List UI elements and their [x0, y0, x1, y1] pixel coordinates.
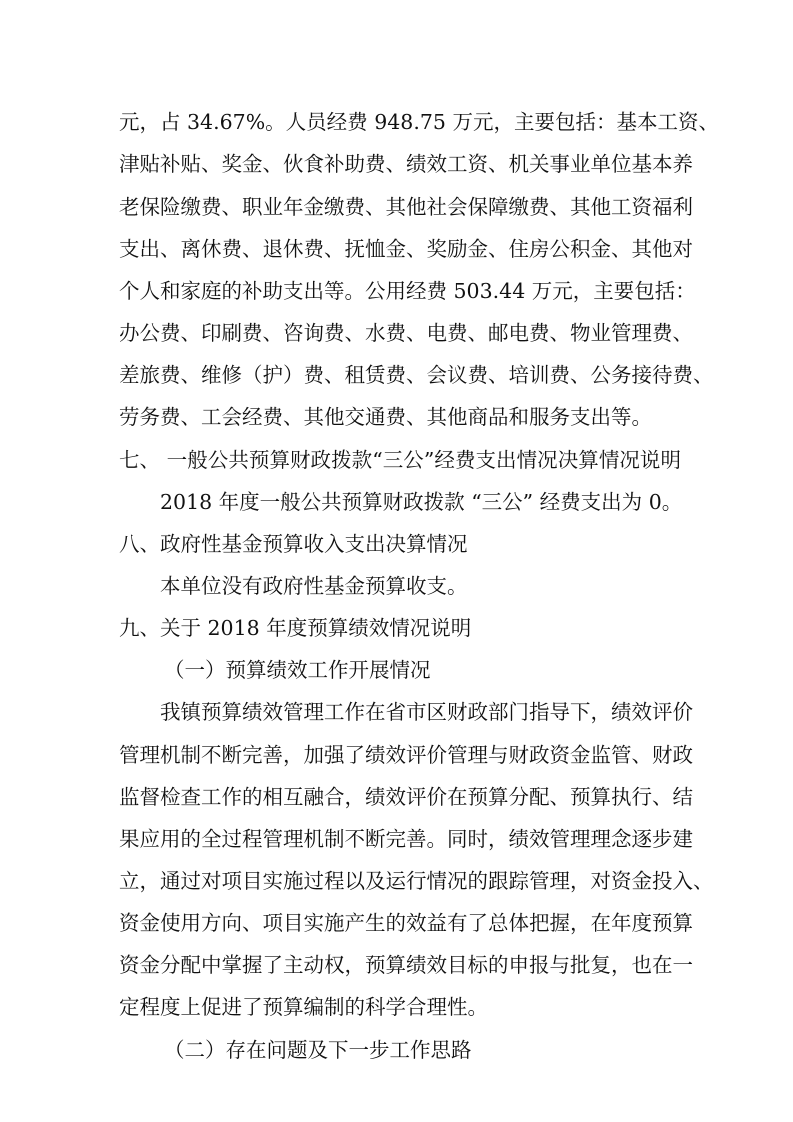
body-text-line: 管理机制不断完善，加强了绩效评价管理与财政资金监管、财政: [119, 743, 693, 767]
subsection-heading-2: （二）存在问题及下一步工作思路: [164, 1038, 472, 1062]
subsection-heading-1: （一）预算绩效工作开展情况: [164, 658, 431, 682]
body-text-line: 支出、离休费、退休费、抚恤金、奖励金、住房公积金、其他对: [119, 237, 693, 261]
body-text-line: 果应用的全过程管理机制不断完善。同时，绩效管理理念逐步建: [119, 827, 693, 851]
body-text-line: 津贴补贴、奖金、伙食补助费、绩效工资、机关事业单位基本养: [119, 152, 693, 176]
body-text-line: 老保险缴费、职业年金缴费、其他社会保障缴费、其他工资福利: [119, 195, 693, 219]
body-text-line: 劳务费、工会经费、其他交通费、其他商品和服务支出等。: [119, 405, 652, 429]
body-text-line: 2018 年度一般公共预算财政拨款 “三公” 经费支出为 0。: [160, 490, 683, 514]
section-heading-9: 九、关于 2018 年度预算绩效情况说明: [119, 616, 472, 640]
body-text-line: 监督检查工作的相互融合，绩效评价在预算分配、预算执行、结: [119, 785, 693, 809]
body-text-line: 我镇预算绩效管理工作在省市区财政部门指导下，绩效评价: [160, 700, 693, 724]
body-text-line: 定程度上促进了预算编制的科学合理性。: [119, 995, 488, 1019]
section-heading-7: 七、 一般公共预算财政拨款“三公”经费支出情况决算情况说明: [119, 448, 681, 472]
body-text-line: 个人和家庭的补助支出等。公用经费 503.44 万元，主要包括：: [119, 279, 696, 303]
body-text-line: 元，占 34.67%。人员经费 948.75 万元，主要包括：基本工资、: [119, 110, 719, 134]
body-text-line: 资金分配中掌握了主动权，预算绩效目标的申报与批复，也在一: [119, 953, 693, 977]
section-heading-8: 八、政府性基金预算收入支出决算情况: [119, 532, 468, 556]
body-text-line: 本单位没有政府性基金预算收支。: [160, 574, 468, 598]
body-text-line: 差旅费、维修（护）费、租赁费、会议费、培训费、公务接待费、: [119, 363, 714, 387]
body-text-line: 资金使用方向、项目实施产生的效益有了总体把握，在年度预算: [119, 911, 693, 935]
body-text-line: 办公费、印刷费、咨询费、水费、电费、邮电费、物业管理费、: [119, 321, 693, 345]
body-text-line: 立，通过对项目实施过程以及运行情况的跟踪管理，对资金投入、: [119, 869, 714, 893]
